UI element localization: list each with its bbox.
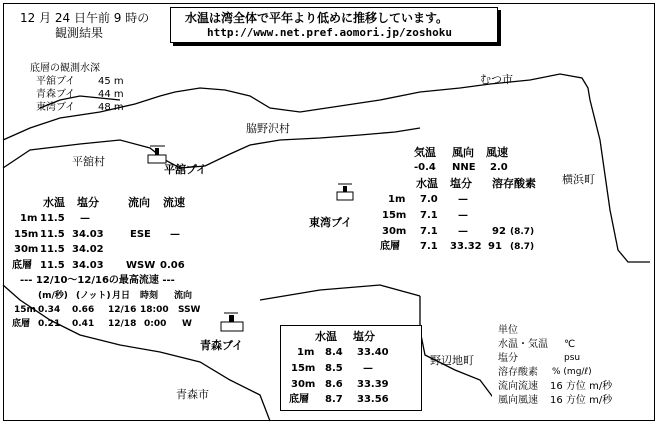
place-yokohama: 横浜町 <box>562 173 595 186</box>
cell-do: 91 <box>488 241 502 252</box>
max-row-depth: 底層 <box>12 319 31 329</box>
cell-temp: 7.1 <box>420 226 438 237</box>
row-depth: 30m <box>291 379 316 390</box>
cell-sal: 34.03 <box>72 260 104 271</box>
cell-sal: 33.39 <box>357 379 389 390</box>
cell-temp: 11.5 <box>40 244 65 255</box>
weather-airtemp: -0.4 <box>414 162 436 173</box>
depth-legend-name: 東湾ブイ <box>36 102 76 113</box>
units-label: 塩分 <box>498 353 518 364</box>
cell-sal: — <box>458 194 468 205</box>
cell-temp: 8.7 <box>325 394 343 405</box>
max-cell-date: 12/16 <box>108 305 137 315</box>
place-mutsu: むつ市 <box>480 73 513 86</box>
col-header-sal: 塩分 <box>353 330 375 343</box>
col-header-temp: 水温 <box>416 177 438 190</box>
cell-temp: 11.5 <box>40 260 65 271</box>
cell-sal: 33.56 <box>357 394 389 405</box>
max-speed-title: --- 12/10～12/16の最高流速 --- <box>20 275 175 286</box>
max-cell-ms: 0.21 <box>38 319 61 329</box>
cell-do-mgl: (8.7) <box>510 227 535 237</box>
max-cell-time: 0:00 <box>144 319 167 329</box>
notice-box <box>170 7 498 43</box>
depth-legend-value: 48 m <box>98 102 124 113</box>
place-noheji: 野辺地町 <box>430 354 474 367</box>
units-label: 風向風速 <box>498 395 538 406</box>
cell-do: 92 <box>492 226 506 237</box>
col-header-temp: 水温 <box>315 330 337 343</box>
depth-legend-value: 44 m <box>98 89 124 100</box>
row-depth: 底層 <box>380 241 400 252</box>
units-panel <box>492 322 652 418</box>
cell-sal: — <box>80 213 90 224</box>
row-depth: 底層 <box>289 394 309 405</box>
cell-temp: 7.1 <box>420 210 438 221</box>
max-col-dir: 流向 <box>174 291 193 301</box>
col-header-temp: 水温 <box>43 196 65 209</box>
units-label: 溶存酸素 <box>498 367 538 378</box>
max-col-kt: (ノット) <box>76 291 111 301</box>
cell-temp: 7.1 <box>420 241 438 252</box>
cell-dir: WSW <box>126 260 156 271</box>
place-wakinosawa: 脇野沢村 <box>246 122 290 135</box>
max-cell-time: 18:00 <box>140 305 169 315</box>
notice-url[interactable]: http://www.net.pref.aomori.jp/zoshoku <box>207 26 453 39</box>
max-col-time: 時刻 <box>140 291 159 301</box>
buoy-aomori-label: 青森ブイ <box>200 339 244 352</box>
row-depth: 30m <box>382 226 407 237</box>
units-title: 単位 <box>498 325 518 336</box>
weather-header-winddir: 風向 <box>452 146 474 159</box>
cell-sal: 33.32 <box>450 241 482 252</box>
cell-temp: 8.6 <box>325 379 343 390</box>
tairadate-data-panel <box>10 186 214 332</box>
cell-do-mgl: (8.7) <box>510 242 535 252</box>
row-depth: 底層 <box>12 260 32 271</box>
weather-header-airtemp: 気温 <box>414 146 436 159</box>
cell-sal: — <box>458 226 468 237</box>
row-depth: 15m <box>291 363 316 374</box>
max-cell-ms: 0.34 <box>38 305 61 315</box>
units-value: 16 方位 m/秒 <box>550 395 613 406</box>
cell-temp: 11.5 <box>40 213 65 224</box>
cell-speed: — <box>170 229 180 240</box>
cell-sal: — <box>363 363 373 374</box>
weather-winddir: NNE <box>452 162 476 173</box>
cell-temp: 11.5 <box>40 229 65 240</box>
buoy-higashi-label: 東湾ブイ <box>309 216 353 229</box>
cell-temp: 7.0 <box>420 194 438 205</box>
row-depth: 15m <box>14 229 39 240</box>
aomori-data-panel <box>280 325 422 411</box>
place-tairadate: 平舘村 <box>72 155 105 168</box>
cell-speed: 0.06 <box>160 260 185 271</box>
row-depth: 1m <box>20 213 38 224</box>
col-header-speed: 流速 <box>163 196 185 209</box>
units-value: ℃ <box>564 339 576 350</box>
row-depth: 30m <box>14 244 39 255</box>
buoy-tairadate-label: 平舘ブイ <box>164 163 208 176</box>
row-depth: 1m <box>388 194 406 205</box>
cell-sal: 34.03 <box>72 229 104 240</box>
depth-legend-name: 平舘ブイ <box>36 76 76 87</box>
max-cell-kt: 0.66 <box>72 305 95 315</box>
max-row-depth: 15m <box>14 305 36 315</box>
cell-sal: 34.02 <box>72 244 104 255</box>
max-cell-kt: 0.41 <box>72 319 95 329</box>
cell-temp: 8.5 <box>325 363 343 374</box>
cell-sal: 33.40 <box>357 347 389 358</box>
units-value: % (mg/ℓ) <box>552 367 592 377</box>
cell-temp: 8.4 <box>325 347 343 358</box>
observation-date: 12 月 24 日午前 9 時の <box>20 11 150 25</box>
row-depth: 15m <box>382 210 407 221</box>
max-col-ms: (m/秒) <box>38 291 68 301</box>
weather-header-windspeed: 風速 <box>486 146 508 159</box>
depth-legend-name: 青森ブイ <box>36 89 76 100</box>
max-col-date: 月日 <box>112 291 131 301</box>
cell-dir: ESE <box>130 229 151 240</box>
col-header-do: 溶存酸素 <box>492 177 536 190</box>
units-label: 水温・気温 <box>498 339 548 350</box>
max-cell-dir: W <box>182 319 192 329</box>
col-header-dir: 流向 <box>128 196 150 209</box>
max-cell-dir: SSW <box>178 305 201 315</box>
max-cell-date: 12/18 <box>108 319 137 329</box>
higashi-data-panel <box>376 140 556 252</box>
units-value: psu <box>564 353 581 363</box>
row-depth: 1m <box>297 347 315 358</box>
col-header-sal: 塩分 <box>450 177 472 190</box>
cell-sal: — <box>458 210 468 221</box>
col-header-sal: 塩分 <box>77 196 99 209</box>
depth-legend-value: 45 m <box>98 76 124 87</box>
notice-text: 水温は湾全体で平年より低めに推移しています。 <box>185 11 449 25</box>
observation-result-label: 観測結果 <box>55 26 104 40</box>
depth-legend-title: 底層の観測水深 <box>30 63 100 74</box>
units-label: 流向流速 <box>498 381 538 392</box>
weather-windspeed: 2.0 <box>490 162 508 173</box>
place-aomori: 青森市 <box>176 388 209 401</box>
units-value: 16 方位 m/秒 <box>550 381 613 392</box>
